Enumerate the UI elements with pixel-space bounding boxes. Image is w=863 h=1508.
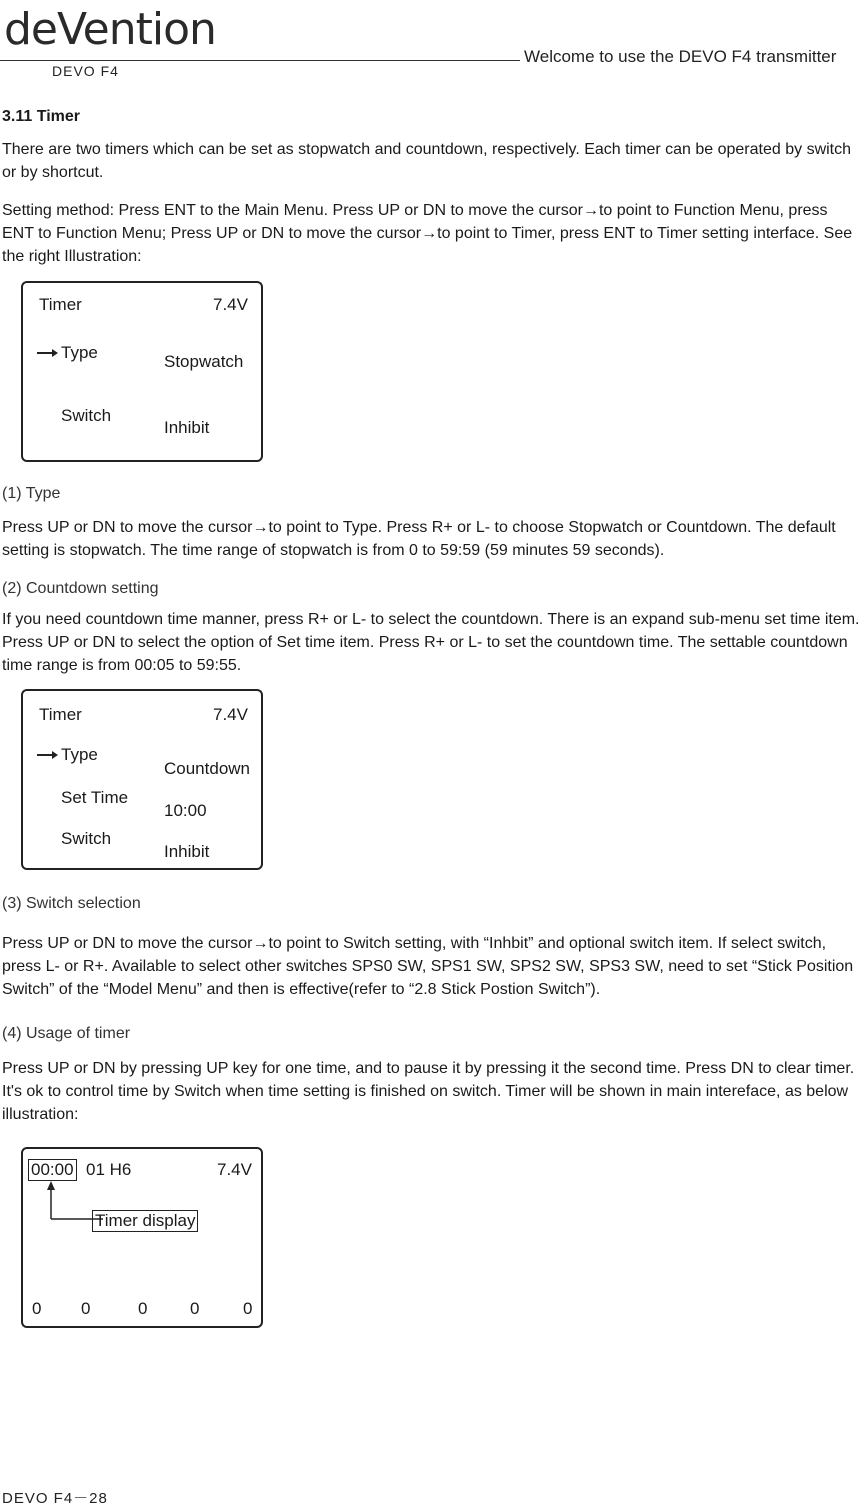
cursor-arrow-icon <box>37 754 55 756</box>
switch-value: Inhibit <box>164 842 210 861</box>
subheading-usage: (4) Usage of timer <box>2 1025 131 1042</box>
screen-title: Timer <box>39 705 82 724</box>
set-time-value: 10:00 <box>164 801 207 820</box>
lcd-screen-stopwatch <box>21 281 263 462</box>
trim-value: 0 <box>243 1299 253 1318</box>
page-number: DEVO F4－28 <box>2 1490 108 1507</box>
trim-value: 0 <box>32 1299 42 1318</box>
header-rule <box>0 60 520 61</box>
type-value: Countdown <box>164 759 251 778</box>
intro-paragraph: There are two timers which can be set as stopwatch and countdown, respectively. Each timer can be operated by switch or by shortcut. <box>2 141 852 181</box>
countdown-paragraph: If you need countdown time manner, press R+ or L- to select the countdown. There is an expand sub-menu set time item. Press UP or DN to select the option of Set time item. Press R+ or L- to set the countdown time. The settable countdown time range is from 00:05 to 59:55. <box>2 611 860 674</box>
lcd-screen-countdown <box>21 689 263 870</box>
header-tagline: Welcome to use the DEVO F4 transmitter <box>524 47 837 66</box>
menu-item-set-time: Set Time <box>61 788 129 807</box>
screen-title: Timer <box>39 295 82 314</box>
subheading-type: (1) Type <box>2 485 61 502</box>
trim-value: 0 <box>138 1299 148 1318</box>
subheading-countdown: (2) Countdown setting <box>2 580 159 597</box>
timer-readout: 00:00 <box>28 1159 77 1181</box>
usage-paragraph: Press UP or DN by pressing UP key for one time, and to pause it by pressing it the second time. Press DN to clear timer. It's ok to control time by Switch when time setting is finished on switch. Timer will be shown in main intereface, as below illustration: <box>2 1060 855 1123</box>
menu-item-type: Type <box>61 343 98 362</box>
switch-paragraph: Press UP or DN to move the cursor→to point to Switch setting, with “Inhbit” and optional switch item. If select switch, press L- or R+. Available to select other switches SPS0 SW, SPS1 SW, SPS2 SW, SPS3 SW, need to set “Stick Position Switch” of the “Model Menu” and then is effective(refer to “2.8 Stick Postion Switch”). <box>2 935 854 998</box>
subheading-switch: (3) Switch selection <box>2 895 141 912</box>
trim-value: 0 <box>190 1299 200 1318</box>
model-name: 01 H6 <box>86 1160 132 1179</box>
setting-method-paragraph: Setting method: Press ENT to the Main Menu. Press UP or DN to move the cursor→to point to Function Menu, press ENT to Function Menu; Press UP or DN to move the cursor→to point to Timer, press ENT to Timer setting interface. See the right Illustration: <box>2 202 853 265</box>
menu-item-switch: Switch <box>61 406 112 425</box>
battery-voltage: 7.4V <box>213 295 248 314</box>
menu-item-switch: Switch <box>61 829 112 848</box>
switch-value: Inhibit <box>164 418 210 437</box>
menu-item-type: Type <box>61 745 98 764</box>
type-paragraph: Press UP or DN to move the cursor→to point to Type. Press R+ or L- to choose Stopwatch or Countdown. The default setting is stopwatch. The time range of stopwatch is from 0 to 59:59 (59 minutes 59 seconds). <box>2 519 836 559</box>
cursor-arrow-icon <box>37 352 55 354</box>
timer-display-callout: Timer display <box>92 1210 198 1232</box>
lcd-screen-main <box>21 1147 263 1328</box>
battery-voltage: 7.4V <box>217 1160 252 1179</box>
battery-voltage: 7.4V <box>213 705 248 724</box>
section-title: 3.11 Timer <box>2 108 80 125</box>
type-value: Stopwatch <box>164 352 244 371</box>
trim-value: 0 <box>81 1299 91 1318</box>
brand-logo: deVention <box>4 4 216 55</box>
brand-model: DEVO F4 <box>52 63 119 79</box>
